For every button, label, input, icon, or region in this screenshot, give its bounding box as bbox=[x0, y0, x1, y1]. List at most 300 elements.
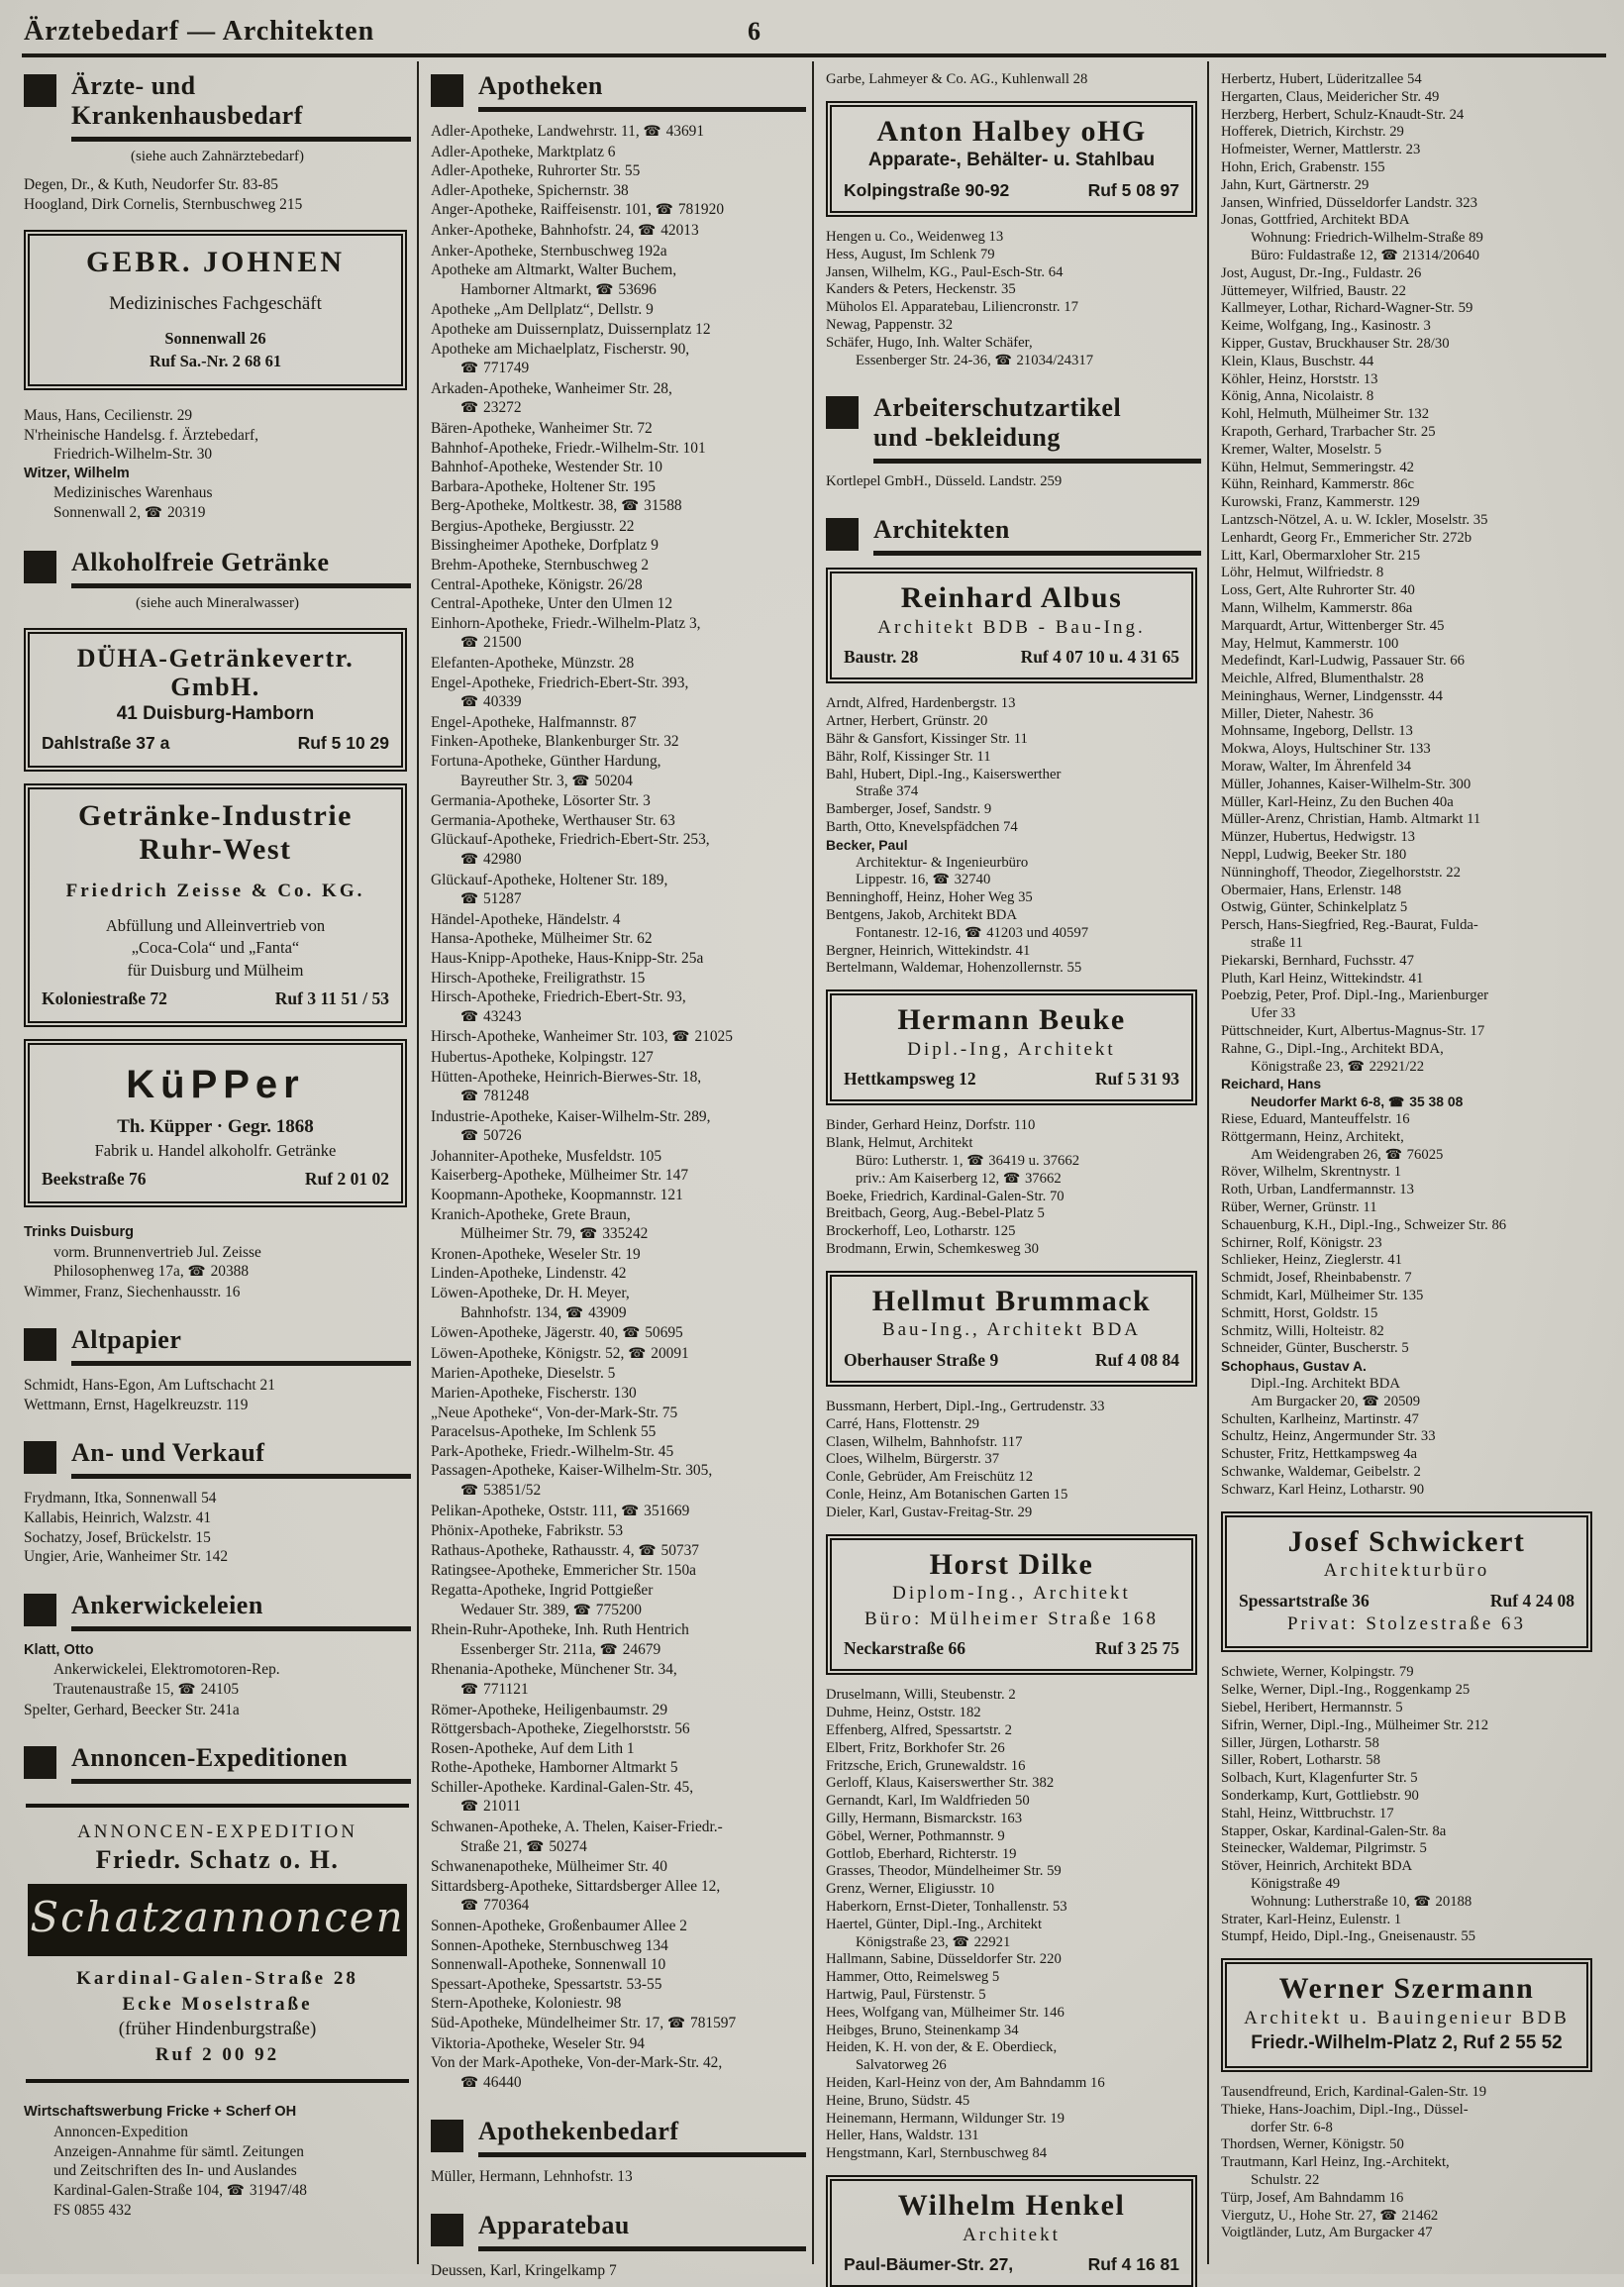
entry-group bbox=[826, 71, 1201, 89]
directory-entry bbox=[24, 1489, 411, 1508]
directory-entry bbox=[431, 242, 806, 261]
ad-line: Apparate-, Behälter- u. Stahlbau bbox=[867, 150, 1156, 171]
entry-line: Schwiete, Werner, Kolpingstr. 79 bbox=[1221, 1664, 1414, 1681]
entry-line: Central-Apotheke, Unter den Ulmen 12 bbox=[431, 595, 673, 613]
ad-line: Bau-Ing., Architekt BDA bbox=[881, 1319, 1142, 1341]
directory-entry bbox=[826, 943, 1201, 961]
entry-line: Schwanen-Apotheke, A. Thelen, Kaiser-Friedr.- bbox=[431, 1819, 723, 1836]
entry-line: Pelikan-Apotheke, Oststr. 111, ☎ 351669 bbox=[431, 1502, 690, 1519]
directory-entry bbox=[826, 1223, 1201, 1241]
entry-line: Göbel, Werner, Pothmannstr. 9 bbox=[826, 1827, 1005, 1844]
entry-line: ☎ 50726 bbox=[460, 1127, 522, 1145]
entry-line: Klein, Klaus, Buschstr. 44 bbox=[1221, 353, 1374, 369]
entry-line: May, Helmut, Kammerstr. 100 bbox=[1221, 635, 1399, 652]
entry-line: Wirtschaftswerbung Fricke + Scherf OH bbox=[24, 2104, 297, 2121]
ad-line: Architekt bbox=[963, 2224, 1061, 2245]
entry-line: Ostwig, Günter, Schinkelplatz 5 bbox=[1221, 899, 1408, 916]
directory-entry bbox=[1221, 1270, 1596, 1288]
section-marker-icon bbox=[24, 551, 56, 583]
entry-line: Lantzsch-Nötzel, A. u. W. Ickler, Moselstr. 35 bbox=[1221, 511, 1488, 528]
ad-line: Ruf Sa.-Nr. 2 68 61 bbox=[149, 351, 282, 370]
phone-icon: ☎ bbox=[460, 1089, 479, 1105]
directory-entry bbox=[826, 1416, 1201, 1434]
entry-line: Jost, August, Dr.-Ing., Fuldastr. 26 bbox=[1221, 264, 1422, 281]
ad-line: DÜHA-Getränkevertr. GmbH. bbox=[76, 643, 355, 701]
ad-address: Beekstraße 76 bbox=[42, 1168, 147, 1189]
directory-entry bbox=[1221, 847, 1596, 865]
directory-entry bbox=[431, 1264, 806, 1284]
directory-entry bbox=[826, 1722, 1201, 1740]
entry-line: Hofmeister, Werner, Mattlerstr. 23 bbox=[1221, 142, 1421, 158]
entry-line: Roth, Urban, Landfermannstr. 13 bbox=[1221, 1182, 1414, 1198]
entry-line: Sifrin, Werner, Dipl.-Ing., Mülheimer Str. 212 bbox=[1221, 1716, 1489, 1733]
directory-entry bbox=[431, 2053, 806, 2093]
entry-line: Bären-Apotheke, Wanheimer Str. 72 bbox=[431, 419, 653, 437]
entry-line: Piekarski, Bernhard, Fuchsstr. 47 bbox=[1221, 952, 1414, 969]
entry-line: Bahnhofstr. 134, ☎ 43909 bbox=[460, 1303, 627, 1321]
ad-line: Friedr.-Wilhelm-Platz 2, Ruf 2 55 52 bbox=[1251, 2032, 1563, 2054]
entry-line: Barth, Otto, Knevelspfädchen 74 bbox=[826, 819, 1018, 836]
directory-entry bbox=[431, 143, 806, 162]
directory-entry bbox=[1221, 1340, 1596, 1358]
phone-icon: ☎ bbox=[460, 2074, 479, 2091]
entry-line: Löhr, Helmut, Wilfriedstr. 8 bbox=[1221, 565, 1384, 581]
directory-entry bbox=[1221, 1823, 1596, 1841]
ad-line: Josef Schwickert bbox=[1287, 1524, 1526, 1558]
entry-line: Müller, Hermann, Lehnhofstr. 13 bbox=[431, 2168, 633, 2186]
directory-entry bbox=[1221, 1912, 1596, 1929]
directory-entry bbox=[1221, 442, 1596, 460]
section-title: Arbeiterschutzartikel bbox=[873, 393, 1122, 423]
directory-entry bbox=[826, 1863, 1201, 1881]
directory-entry bbox=[431, 1701, 806, 1720]
column-3 bbox=[812, 61, 1207, 2275]
directory-entry bbox=[1221, 1288, 1596, 1305]
ad-line: Hellmut Brummack bbox=[871, 1284, 1152, 1317]
entry-line: Bahnhof-Apotheke, Westender Str. 10 bbox=[431, 459, 662, 476]
directory-entry bbox=[431, 1857, 806, 1877]
entry-line: Medizinisches Warenhaus bbox=[53, 484, 213, 502]
entry-line: Strater, Karl-Heinz, Eulenstr. 1 bbox=[1221, 1911, 1402, 1927]
entry-line: Heine, Bruno, Südstr. 45 bbox=[826, 2092, 970, 2109]
phone-icon: ☎ bbox=[571, 773, 590, 789]
directory-entry bbox=[431, 713, 806, 733]
directory-entry bbox=[1221, 71, 1596, 89]
section-header bbox=[24, 1438, 411, 1479]
ad-line bbox=[38, 733, 393, 754]
ad-line: Privat: Stolzestraße 63 bbox=[1286, 1612, 1527, 1634]
entry-line: Rosen-Apotheke, Auf dem Lith 1 bbox=[431, 1739, 635, 1757]
directory-entry bbox=[431, 1502, 806, 1522]
entry-line: Philosophenweg 17a, ☎ 20388 bbox=[53, 1263, 250, 1281]
directory-entry bbox=[1221, 336, 1596, 354]
entry-line: Koopmann-Apotheke, Koopmannstr. 121 bbox=[431, 1187, 683, 1204]
entry-line: Lenhardt, Georg Fr., Emmericher Str. 272b bbox=[1221, 529, 1472, 546]
directory-entry bbox=[1221, 177, 1596, 195]
entry-line: Litt, Karl, Obermarxloher Str. 215 bbox=[1221, 547, 1421, 564]
entry-line: Königstraße 23, ☎ 22921/22 bbox=[1251, 1058, 1425, 1075]
ad-line: Medizinisches Fachgeschäft bbox=[109, 292, 322, 314]
directory-entry bbox=[1221, 354, 1596, 371]
directory-entry bbox=[826, 1399, 1201, 1416]
ad-line: Werner Szermann bbox=[1278, 1972, 1535, 2006]
directory-entry bbox=[431, 320, 806, 340]
directory-entry bbox=[431, 517, 806, 537]
section-header bbox=[826, 393, 1201, 464]
phone-icon: ☎ bbox=[1387, 1094, 1405, 1110]
entry-line: Trinks Duisburg bbox=[24, 1223, 135, 1240]
section-title: Ärzte- und bbox=[71, 71, 196, 100]
entry-group bbox=[24, 2103, 411, 2221]
directory-entry bbox=[1221, 1664, 1596, 1682]
entry-line: Stöver, Heinrich, Architekt BDA bbox=[1221, 1858, 1413, 1875]
phone-icon: ☎ bbox=[595, 281, 614, 298]
entry-line: Annoncen-Expedition bbox=[53, 2124, 188, 2141]
directory-entry bbox=[826, 2145, 1201, 2163]
ad-line: Reinhard Albus bbox=[900, 581, 1123, 615]
column-1 bbox=[22, 61, 417, 2264]
entry-line: Benninghoff, Heinz, Hoher Weg 35 bbox=[826, 889, 1033, 906]
directory-entry bbox=[431, 1186, 806, 1205]
directory-entry bbox=[431, 988, 806, 1027]
entry-line: Von der Mark-Apotheke, Von-der-Mark-Str. 42, bbox=[431, 2054, 723, 2072]
entry-group bbox=[826, 1399, 1201, 1522]
entry-line: Siller, Robert, Lotharstr. 58 bbox=[1221, 1752, 1380, 1769]
directory-entry bbox=[1221, 2225, 1596, 2242]
entry-line: Hamborner Altmarkt, ☎ 53696 bbox=[460, 280, 657, 298]
directory-entry bbox=[431, 496, 806, 517]
section bbox=[431, 2117, 806, 2157]
directory-entry bbox=[826, 1987, 1201, 2005]
directory-entry bbox=[431, 1936, 806, 1956]
ad-address: Spessartstraße 36 bbox=[1239, 1590, 1370, 1611]
directory-entry bbox=[1221, 1806, 1596, 1823]
section-title-wrap bbox=[71, 1743, 411, 1784]
entry-line: Thieke, Hans-Joachim, Dipl.-Ing., Düssel- bbox=[1221, 2101, 1469, 2118]
ad-hermann-beuke bbox=[830, 993, 1193, 1101]
directory-entry bbox=[431, 340, 806, 379]
phone-icon: ☎ bbox=[572, 1602, 591, 1618]
section-header bbox=[24, 548, 411, 588]
entry-line: Löwen-Apotheke, Dr. H. Meyer, bbox=[431, 1285, 630, 1302]
directory-entry bbox=[1221, 406, 1596, 424]
entry-line: Central-Apotheke, Königstr. 26/28 bbox=[431, 575, 643, 593]
entry-line: Apotheke am Altmarkt, Walter Buchem, bbox=[431, 261, 677, 279]
entry-line: ☎ 21011 bbox=[460, 1798, 521, 1816]
entry-line: Degen, Dr., & Kuth, Neudorfer Str. 83-85 bbox=[24, 176, 278, 193]
entry-line: Einhorn-Apotheke, Friedr.-Wilhelm-Platz 3, bbox=[431, 614, 701, 632]
ad-address: Hettkampsweg 12 bbox=[844, 1069, 976, 1090]
columns bbox=[22, 61, 1606, 2279]
entry-line: Ungier, Arie, Wanheimer Str. 142 bbox=[24, 1548, 229, 1566]
directory-entry bbox=[1221, 618, 1596, 636]
directory-entry bbox=[1221, 1358, 1596, 1410]
ad-line bbox=[840, 1069, 1183, 1090]
directory-entry bbox=[826, 1828, 1201, 1846]
entry-line: Garbe, Lahmeyer & Co. AG., Kuhlenwall 28 bbox=[826, 71, 1088, 87]
entry-group bbox=[431, 122, 806, 2093]
directory-entry bbox=[1221, 865, 1596, 883]
directory-entry bbox=[826, 907, 1201, 943]
directory-entry bbox=[1221, 107, 1596, 125]
entry-line: Kardinal-Galen-Straße 104, ☎ 31947/48 bbox=[53, 2181, 307, 2199]
section-header bbox=[24, 1743, 411, 1784]
ad-phone: Ruf 5 31 93 bbox=[1094, 1069, 1179, 1090]
phone-icon: ☎ bbox=[460, 1482, 479, 1499]
directory-entry bbox=[1221, 1788, 1596, 1806]
directory-entry bbox=[826, 889, 1201, 907]
entry-line: Fortuna-Apotheke, Günther Hardung, bbox=[431, 753, 661, 770]
entry-line: Münzer, Hubertus, Hedwigstr. 13 bbox=[1221, 829, 1416, 846]
ad-line: Büro: Mülheimer Straße 168 bbox=[864, 1608, 1159, 1629]
section bbox=[431, 2211, 806, 2251]
directory-entry bbox=[1221, 1041, 1596, 1077]
entry-line: Marien-Apotheke, Fischerstr. 130 bbox=[431, 1385, 637, 1402]
directory-entry bbox=[1221, 2102, 1596, 2137]
entry-line: Hengstmann, Karl, Sternbuschweg 84 bbox=[826, 2145, 1048, 2162]
page-number: 6 bbox=[748, 17, 761, 46]
directory-entry bbox=[431, 1422, 806, 1442]
directory-entry bbox=[826, 837, 1201, 889]
entry-line: Cloes, Wilhelm, Bürgerstr. 37 bbox=[826, 1451, 1000, 1468]
entry-line: priv.: Am Kaiserberg 12, ☎ 37662 bbox=[856, 1170, 1062, 1187]
directory-entry bbox=[431, 1166, 806, 1186]
directory-entry bbox=[1221, 723, 1596, 741]
entry-line: Rüber, Werner, Grünstr. 11 bbox=[1221, 1199, 1377, 1215]
entry-line: Blank, Helmut, Architekt bbox=[826, 1135, 973, 1152]
directory-entry bbox=[1221, 953, 1596, 971]
phone-icon: ☎ bbox=[1380, 248, 1398, 263]
entry-line: Haberkorn, Ernst-Dieter, Tonhallenstr. 53 bbox=[826, 1899, 1067, 1916]
directory-entry bbox=[431, 1364, 806, 1384]
entry-line: Pluth, Karl Heinz, Wittekindstr. 41 bbox=[1221, 970, 1424, 987]
entry-line: Conle, Gebrüder, Am Freischütz 12 bbox=[826, 1469, 1034, 1486]
section-header bbox=[24, 71, 411, 142]
entry-line: ☎ 53851/52 bbox=[460, 1481, 542, 1499]
directory-entry bbox=[826, 1740, 1201, 1758]
directory-entry bbox=[826, 473, 1201, 491]
entry-line: Hirsch-Apotheke, Wanheimer Str. 103, ☎ 21025 bbox=[431, 1028, 733, 1046]
entry-line: Schulten, Karlheinz, Martinstr. 47 bbox=[1221, 1410, 1419, 1427]
directory-entry bbox=[1221, 794, 1596, 812]
phone-icon: ☎ bbox=[655, 202, 673, 219]
section-title-wrap bbox=[873, 393, 1201, 464]
directory-entry bbox=[431, 1877, 806, 1917]
directory-entry bbox=[1221, 1323, 1596, 1341]
section-title: Ankerwickeleien bbox=[71, 1590, 263, 1619]
directory-entry bbox=[1221, 1217, 1596, 1235]
directory-entry bbox=[431, 1917, 806, 1936]
phone-icon: ☎ bbox=[666, 2016, 686, 2031]
entry-group bbox=[1221, 2084, 1596, 2242]
directory-entry bbox=[431, 200, 806, 221]
ad-reinhard-albus bbox=[830, 572, 1193, 679]
phone-icon: ☎ bbox=[966, 1154, 984, 1170]
entry-line: Heiden, K. H. von der, & E. Oberdieck, bbox=[826, 2039, 1058, 2056]
entry-line: Schwarz, Karl Heinz, Lotharstr. 90 bbox=[1221, 1481, 1425, 1498]
entry-line: Mokwa, Aloys, Hultschiner Str. 133 bbox=[1221, 741, 1431, 758]
page-title: Ärztebedarf — Architekten bbox=[24, 16, 375, 47]
directory-entry bbox=[826, 1434, 1201, 1452]
phone-icon: ☎ bbox=[460, 851, 479, 868]
ad-phone: Ruf 4 07 10 u. 4 31 65 bbox=[1020, 647, 1179, 668]
entry-line: Kallmeyer, Lothar, Richard-Wagner-Str. 59 bbox=[1221, 300, 1473, 317]
entry-line: Müller-Arenz, Christian, Hamb. Altmarkt 11 bbox=[1221, 811, 1481, 828]
entry-line: Schneider, Günter, Buscherstr. 5 bbox=[1221, 1340, 1409, 1357]
entry-line: Königstraße 49 bbox=[1251, 1875, 1341, 1892]
entry-line: Jansen, Winfried, Düsseldorfer Landstr. 323 bbox=[1221, 194, 1477, 211]
directory-entry bbox=[826, 1793, 1201, 1811]
entry-line: Müholos El. Apparatebau, Liliencronstr. 17 bbox=[826, 299, 1078, 316]
ad-address: Dahlstraße 37 a bbox=[42, 733, 170, 754]
entry-line: Adler-Apotheke, Landwehrstr. 11, ☎ 43691 bbox=[431, 123, 705, 140]
entry-group bbox=[1221, 71, 1596, 1500]
directory-entry bbox=[1221, 318, 1596, 336]
ad-phone: Ruf 4 08 84 bbox=[1094, 1350, 1179, 1371]
section-header bbox=[24, 1591, 411, 1631]
section-title-wrap bbox=[71, 1591, 411, 1631]
entry-line: Krapoth, Gerhard, Trarbacher Str. 25 bbox=[1221, 423, 1436, 440]
ad-line: Fabrik u. Handel alkoholfr. Getränke bbox=[94, 1140, 337, 1160]
entry-line: Kühn, Reinhard, Kammerstr. 86c bbox=[1221, 476, 1414, 493]
entry-line: Rahne, G., Dipl.-Ing., Architekt BDA, bbox=[1221, 1040, 1444, 1057]
entry-line: Stern-Apotheke, Koloniestr. 98 bbox=[431, 1995, 622, 2013]
entry-line: Elbert, Fritz, Borkhofer Str. 26 bbox=[826, 1739, 1005, 1756]
phone-icon: ☎ bbox=[579, 1226, 598, 1243]
entry-line: Schirner, Rolf, Königstr. 23 bbox=[1221, 1234, 1382, 1251]
entry-line: Spelter, Gerhard, Beecker Str. 241a bbox=[24, 1701, 240, 1718]
entry-line: Meichle, Alfred, Blumenthalstr. 28 bbox=[1221, 671, 1424, 687]
directory-entry bbox=[431, 122, 806, 143]
section bbox=[24, 1743, 411, 1784]
entry-line: ☎ 770364 bbox=[460, 1897, 530, 1915]
directory-entry bbox=[826, 281, 1201, 299]
entry-line: Wettmann, Ernst, Hagelkreuzstr. 119 bbox=[24, 1396, 249, 1413]
directory-entry bbox=[431, 614, 806, 654]
section-marker-icon bbox=[431, 74, 463, 107]
column-4 bbox=[1207, 61, 1602, 2264]
phone-icon: ☎ bbox=[621, 498, 640, 515]
directory-entry bbox=[1221, 582, 1596, 600]
entry-line: Gottlob, Eberhard, Richterstr. 19 bbox=[826, 1845, 1017, 1862]
directory-entry bbox=[826, 695, 1201, 713]
ad-line: Friedr. Schatz o. H. bbox=[95, 1844, 340, 1874]
section-title: Krankenhausbedarf bbox=[71, 101, 303, 130]
entry-line: Rhein-Ruhr-Apotheke, Inh. Ruth Hentrich bbox=[431, 1621, 689, 1639]
entry-line: FS 0855 432 bbox=[53, 2202, 132, 2220]
entry-line: Bayreuther Str. 3, ☎ 50204 bbox=[460, 772, 633, 789]
phone-icon: ☎ bbox=[1362, 1394, 1379, 1409]
directory-entry bbox=[1221, 2084, 1596, 2102]
entry-line: Brodmann, Erwin, Schemkesweg 30 bbox=[826, 1241, 1039, 1257]
directory-entry bbox=[826, 1135, 1201, 1188]
directory-entry bbox=[431, 1660, 806, 1700]
directory-entry bbox=[1221, 1700, 1596, 1717]
directory-entry bbox=[826, 1117, 1201, 1135]
directory-entry bbox=[826, 1487, 1201, 1505]
entry-line: Boeke, Friedrich, Kardinal-Galen-Str. 70 bbox=[826, 1188, 1065, 1204]
ad-line bbox=[840, 180, 1183, 201]
directory-entry bbox=[24, 1701, 411, 1720]
entry-line: Püttschneider, Kurt, Albertus-Magnus-Str. 17 bbox=[1221, 1023, 1485, 1040]
entry-line: N'rheinische Handelsg. f. Ärztebedarf, bbox=[24, 426, 258, 444]
directory-entry bbox=[431, 419, 806, 439]
entry-line: Barbara-Apotheke, Holtener Str. 195 bbox=[431, 477, 656, 495]
phone-icon: ☎ bbox=[964, 925, 982, 941]
entry-line: Schmidt, Hans-Egon, Am Luftschacht 21 bbox=[24, 1377, 275, 1395]
directory-entry bbox=[826, 2039, 1201, 2075]
directory-entry bbox=[431, 161, 806, 181]
directory-entry bbox=[431, 1955, 806, 1975]
directory-entry bbox=[1221, 142, 1596, 159]
entry-line: Siller, Jürgen, Lotharstr. 58 bbox=[1221, 1734, 1379, 1751]
directory-entry bbox=[431, 1284, 806, 1323]
entry-group bbox=[826, 473, 1201, 491]
ad-line: Architekt BDB - Bau-Ing. bbox=[877, 616, 1146, 638]
entry-line: Hergarten, Claus, Meidericher Str. 49 bbox=[1221, 88, 1440, 105]
entry-line: ☎ 42980 bbox=[460, 850, 522, 868]
entry-line: Poebzig, Peter, Prof. Dipl.-Ing., Marienburger bbox=[1221, 988, 1488, 1004]
entry-group bbox=[826, 695, 1201, 978]
section-title: und -bekleidung bbox=[873, 423, 1061, 453]
directory-entry bbox=[826, 1687, 1201, 1705]
section bbox=[431, 71, 806, 112]
entry-line: Heiden, Karl-Heinz von der, Am Bahndamm 16 bbox=[826, 2075, 1105, 2092]
directory-entry bbox=[1221, 1164, 1596, 1182]
directory-entry bbox=[1221, 2190, 1596, 2208]
entry-line: vorm. Brunnenvertrieb Jul. Zeisse bbox=[53, 1243, 261, 1261]
section-title: Architekten bbox=[873, 515, 1010, 545]
entry-line: ☎ 771121 bbox=[460, 1680, 529, 1698]
directory-entry bbox=[826, 2075, 1201, 2093]
section-title: An- und Verkauf bbox=[71, 1438, 265, 1468]
entry-line: Jonas, Gottfried, Architekt BDA bbox=[1221, 212, 1410, 229]
directory-entry bbox=[1221, 548, 1596, 566]
entry-line: Germania-Apotheke, Lösorter Str. 3 bbox=[431, 792, 651, 810]
entry-line: Schuster, Fritz, Hettkampsweg 4a bbox=[1221, 1446, 1418, 1463]
kuepper-logo: KüPPer bbox=[126, 1063, 305, 1106]
entry-group bbox=[1221, 1664, 1596, 1946]
ad-line: für Duisburg und Mülheim bbox=[127, 960, 304, 980]
directory-entry bbox=[826, 1951, 1201, 1969]
entry-line: und Zeitschriften des In- und Auslandes bbox=[53, 2162, 297, 2180]
directory-entry bbox=[826, 2023, 1201, 2040]
entry-line: Händel-Apotheke, Händelstr. 4 bbox=[431, 910, 621, 928]
directory-entry bbox=[1221, 671, 1596, 688]
entry-line: Grasses, Theodor, Mündelheimer Str. 59 bbox=[826, 1863, 1062, 1880]
entry-line: Bahl, Hubert, Dipl.-Ing., Kaiserswerther bbox=[826, 766, 1062, 782]
entry-line: Trautmann, Karl Heinz, Ing.-Architekt, bbox=[1221, 2154, 1450, 2171]
entry-line: Schmitt, Horst, Goldstr. 15 bbox=[1221, 1304, 1378, 1321]
entry-line: Stumpf, Heido, Dipl.-Ing., Gneisenaustr. 55 bbox=[1221, 1928, 1476, 1945]
directory-entry bbox=[1221, 917, 1596, 953]
directory-entry bbox=[431, 260, 806, 300]
directory-entry bbox=[1221, 759, 1596, 777]
ad-line bbox=[840, 647, 1183, 668]
ad-line: Ruhr-West bbox=[139, 832, 292, 866]
phone-icon: ☎ bbox=[638, 222, 657, 239]
entry-line: Bergner, Heinrich, Wittekindstr. 41 bbox=[826, 942, 1031, 959]
entry-line: Hess, August, Im Schlenk 79 bbox=[826, 246, 995, 262]
ad-line: Th. Küpper · Gegr. 1868 bbox=[117, 1116, 314, 1137]
entry-line: Witzer, Wilhelm bbox=[24, 465, 130, 481]
directory-entry bbox=[431, 1205, 806, 1245]
entry-line: Adler-Apotheke, Spichernstr. 38 bbox=[431, 181, 629, 199]
entry-line: Keime, Wolfgang, Ing., Kasinostr. 3 bbox=[1221, 318, 1431, 335]
entry-line: Schophaus, Gustav A. bbox=[1221, 1358, 1367, 1375]
entry-line: Schlieker, Heinz, Zieglerstr. 41 bbox=[1221, 1252, 1402, 1269]
directory-entry bbox=[24, 426, 411, 465]
